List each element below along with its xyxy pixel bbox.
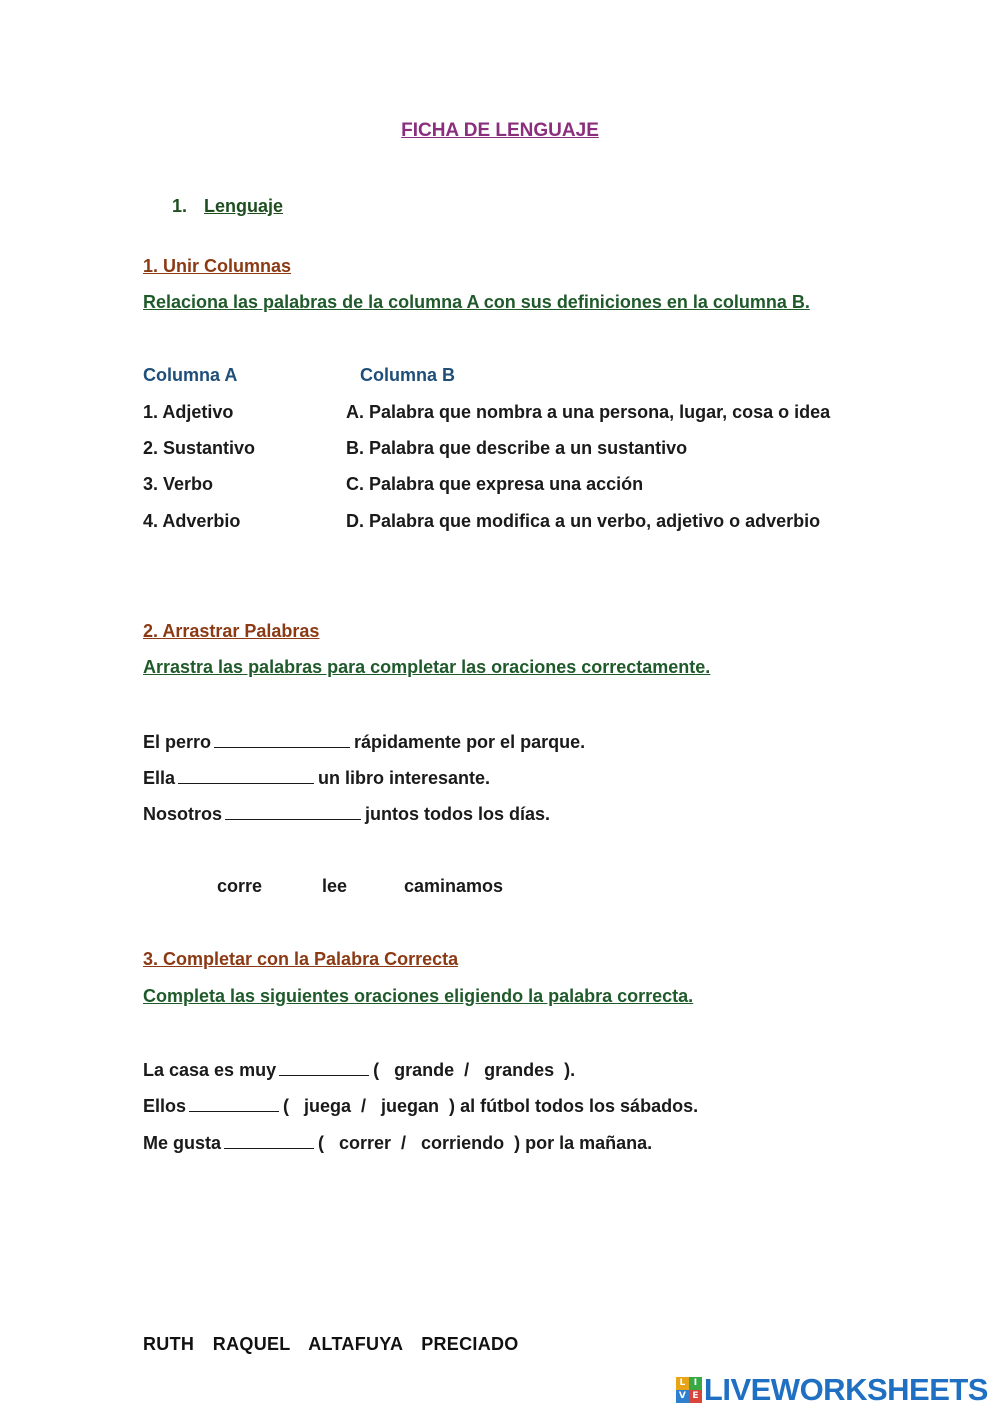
answer-blank[interactable] [279,1059,369,1076]
sentence-end: al fútbol todos los sábados. [460,1096,699,1116]
sentence-start: El perro [143,732,212,752]
drop-blank[interactable] [214,731,350,748]
liveworksheets-wordmark: LIVEWORKSHEETS [703,1372,988,1407]
logo-letter: V [676,1390,689,1403]
column-b-item[interactable]: C. Palabra que expresa una acción [346,474,644,494]
drop-blank[interactable] [225,803,361,820]
column-b-item[interactable]: A. Palabra que nombra a una persona, lugar, cosa o idea [346,402,831,422]
section3-title: 3. Completar con la Palabra Correcta [143,949,459,969]
liveworksheets-logo-icon [676,1377,702,1403]
sentence-start: Nosotros [143,804,223,824]
lenguaje-number: 1. [172,196,188,216]
column-a-item[interactable]: 1. Adjetivo [143,402,234,422]
lenguaje-heading: Lenguaje [204,196,284,216]
section2-title: 2. Arrastrar Palabras [143,621,320,641]
column-b-item[interactable]: D. Palabra que modifica a un verbo, adjetivo o adverbio [346,511,821,531]
logo-letter: I [689,1377,702,1390]
column-a-item[interactable]: 2. Sustantivo [143,438,256,458]
section1-title: 1. Unir Columnas [143,256,292,276]
sentence-start: La casa es muy [143,1060,277,1080]
answer-blank[interactable] [189,1095,279,1112]
column-a-item[interactable]: 4. Adverbio [143,511,241,531]
answer-options[interactable]: ( juega / juegan ) [283,1096,456,1116]
logo-letter: E [689,1390,702,1403]
draggable-word[interactable]: lee [322,876,348,896]
sentence-end: rápidamente por el parque. [354,732,586,752]
drag-sentence [143,767,490,789]
draggable-word[interactable]: corre [217,876,263,896]
sentence-start: Me gusta [143,1133,222,1153]
sentence-start: Ella [143,768,176,788]
logo-letter: L [676,1377,689,1390]
sentence-start: Ellos [143,1096,187,1116]
liveworksheets-brand[interactable] [676,1372,988,1408]
draggable-word[interactable]: caminamos [404,876,504,896]
author-signature: RUTH RAQUEL ALTAFUYA PRECIADO [143,1334,519,1354]
column-b-item[interactable]: B. Palabra que describe a un sustantivo [346,438,688,458]
page-title: FICHA DE LENGUAJE [401,120,599,141]
choice-sentence [143,1059,575,1081]
answer-options[interactable]: ( correr / corriendo ) [318,1133,521,1153]
drop-blank[interactable] [178,767,314,784]
choice-sentence [143,1095,698,1117]
column-a-header: Columna A [143,365,238,385]
drag-sentence [143,803,550,825]
choice-sentence [143,1132,652,1154]
column-a-item[interactable]: 3. Verbo [143,474,214,494]
sentence-end: por la mañana. [525,1133,653,1153]
sentence-end: juntos todos los días. [365,804,551,824]
drag-sentence [143,731,585,753]
sentence-end: un libro interesante. [318,768,491,788]
answer-options[interactable]: ( grande / grandes ). [373,1060,576,1080]
answer-blank[interactable] [224,1132,314,1149]
section1-instruction: Relaciona las palabras de la columna A con sus definiciones en la columna B. [143,292,810,312]
column-b-header: Columna B [360,365,456,385]
section2-instruction: Arrastra las palabras para completar las oraciones correctamente. [143,657,711,677]
section3-instruction: Completa las siguientes oraciones eligiendo la palabra correcta. [143,986,694,1006]
